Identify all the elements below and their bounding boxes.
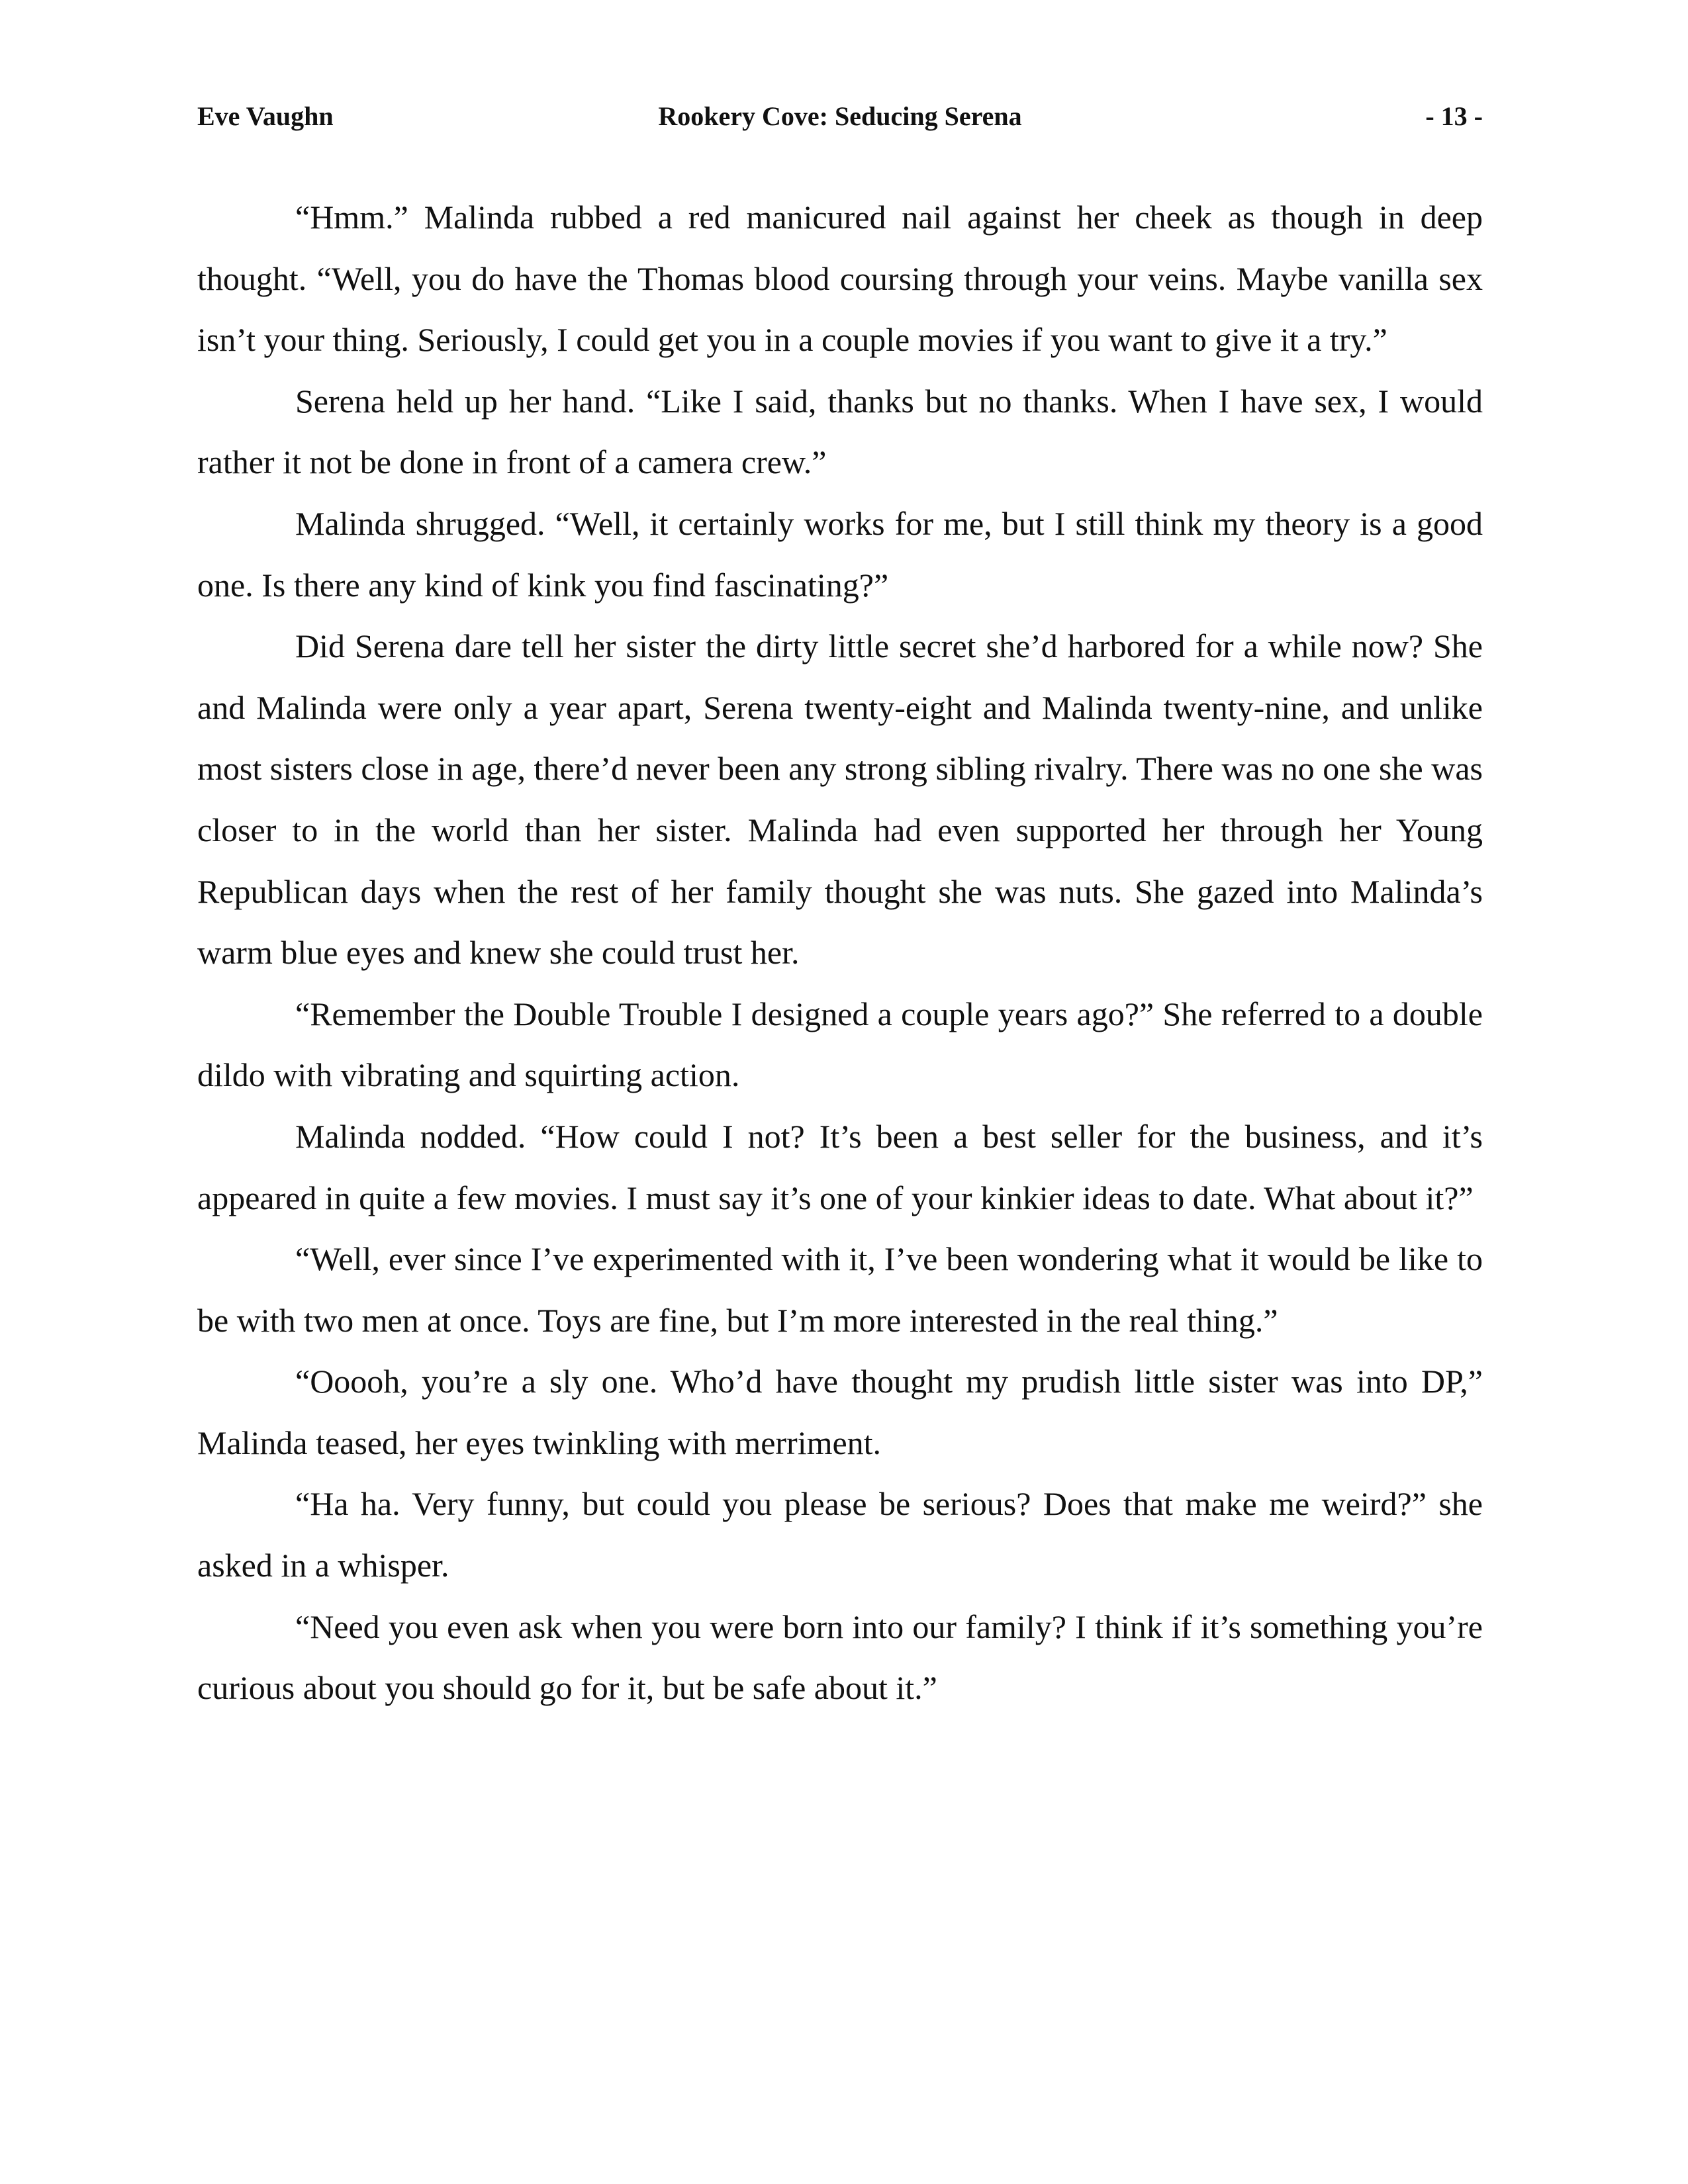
paragraph: “Ooooh, you’re a sly one. Who’d have thought my prudish little sister was into DP,” Malinda teased, her eyes twinkling with merriment.	[197, 1363, 1483, 1461]
paragraph: “Need you even ask when you were born into our family? I think if it’s something you’re curious about you should go for it, but be safe about it.”	[197, 1608, 1483, 1707]
body-text	[197, 187, 1483, 1719]
paragraph: Serena held up her hand. “Like I said, thanks but no thanks. When I have sex, I would rather it not be done in front of a camera crew.”	[197, 382, 1483, 481]
paragraph: Malinda nodded. “How could I not? It’s been a best seller for the business, and it’s appeared in quite a few movies. I must say it’s one of your kinkier ideas to date. What about it?”	[197, 1117, 1483, 1216]
paragraph: “Hmm.” Malinda rubbed a red manicured nail against her cheek as though in deep thought. “Well, you do have the Thomas blood coursing through your veins. Maybe vanilla sex isn’t your thing. Seriously, I could get you in a couple movies if you want to give it a try.”	[197, 199, 1483, 359]
header-page-number: - 13 -	[1425, 101, 1483, 131]
paragraph: “Ha ha. Very funny, but could you please be serious? Does that make me weird?” she asked in a whisper.	[197, 1485, 1483, 1584]
paragraph: “Remember the Double Trouble I designed a couple years ago?” She referred to a double dildo with vibrating and squirting action.	[197, 995, 1483, 1094]
header-author: Eve Vaughn	[197, 101, 334, 131]
paragraph: “Well, ever since I’ve experimented with it, I’ve been wondering what it would be like to be with two men at once. Toys are fine, but I’m more interested in the real thing.”	[197, 1240, 1483, 1339]
paragraph: Malinda shrugged. “Well, it certainly works for me, but I still think my theory is a good one. Is there any kind of kink you find fascinating?”	[197, 504, 1483, 604]
header-book-title: Rookery Cove: Seducing Serena	[658, 101, 1022, 131]
running-header	[197, 97, 1483, 136]
paragraph: Did Serena dare tell her sister the dirty little secret she’d harbored for a while now? She and Malinda were only a year apart, Serena twenty-eight and Malinda twenty-nine, and unlike most sisters close in age, there’d never been any strong sibling rivalry. There was no one she was closer to in the world than her sister. Malinda had even supported her through her Young Republican days when the rest of her family thought she was nuts. She gazed into Malinda’s warm blue eyes and knew she could trust her.	[197, 627, 1483, 972]
